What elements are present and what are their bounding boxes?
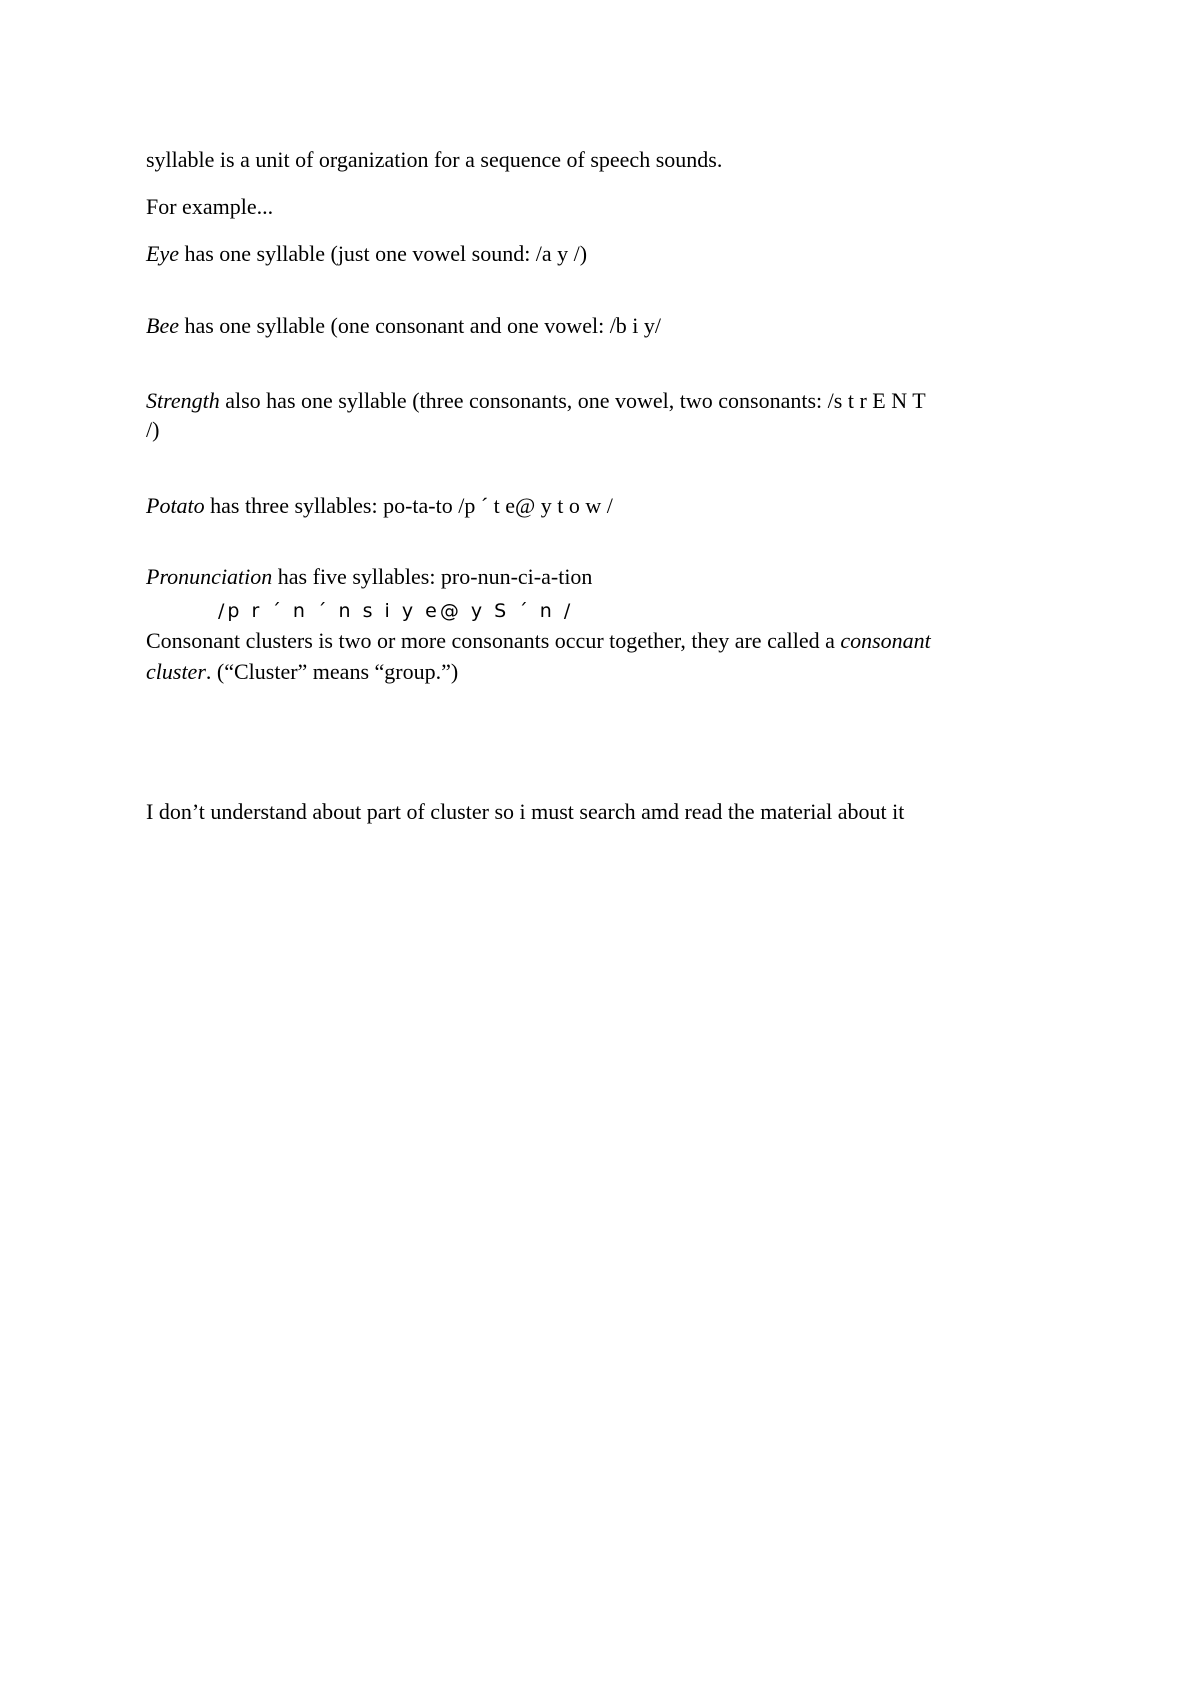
potato-word: Potato [146, 493, 205, 518]
definition-text: syllable is a unit of organization for a sequence of speech sounds. [146, 147, 723, 172]
bee-text: has one syllable (one consonant and one vowel: /b i y/ [178, 313, 662, 338]
strength-continuation-text: /) [146, 417, 160, 442]
cluster-italic-1: consonant [840, 628, 931, 653]
note-line [146, 798, 904, 826]
eye-line [146, 240, 587, 268]
pronunciation-ipa-line [218, 597, 573, 625]
potato-text: has three syllables: po-ta-to /p ´ t e@ y t o w / [204, 493, 613, 518]
cluster-italic-2: cluster [146, 659, 206, 684]
for-example-line [146, 193, 273, 221]
pronunciation-text: has five syllables: pro-nun-ci-a-tion [272, 564, 593, 589]
cluster-text-2: . (“Cluster” means “group.”) [205, 659, 459, 684]
cluster-text-1: Consonant clusters is two or more consonants occur together, they are called a [146, 628, 841, 653]
cluster-line-2 [146, 658, 458, 686]
strength-continuation-line [146, 416, 159, 444]
pronunciation-ipa-text: /p r ´ n ´ n s i y e@ y S ´ n / [218, 600, 574, 622]
strength-line [146, 387, 926, 415]
strength-word: Strength [146, 388, 220, 413]
potato-line [146, 492, 613, 520]
cluster-line-1 [146, 627, 931, 655]
pronunciation-word: Pronunciation [146, 564, 273, 589]
note-text: I don’t understand about part of cluster so i must search amd read the material about it [146, 799, 905, 824]
definition-line [146, 146, 722, 174]
eye-word: Eye [146, 241, 179, 266]
bee-line [146, 312, 661, 340]
bee-word: Bee [146, 313, 179, 338]
for-example-text: For example... [146, 194, 274, 219]
strength-text: also has one syllable (three consonants, one vowel, two consonants: /s t r E N T [219, 388, 926, 413]
eye-text: has one syllable (just one vowel sound: /a y /) [178, 241, 588, 266]
pronunciation-line [146, 563, 592, 591]
